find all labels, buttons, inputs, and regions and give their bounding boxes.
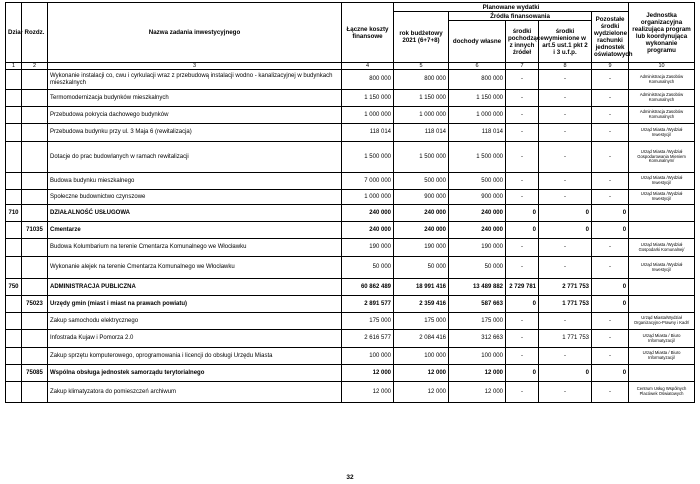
- column-number: 7: [506, 63, 539, 70]
- row-own-income-cell: 100 000: [449, 348, 506, 365]
- row-rozdz-cell: [22, 205, 48, 222]
- row-dzial-cell: [6, 90, 22, 107]
- row-other-sources-cell: -: [506, 313, 539, 330]
- table-row: [6, 348, 695, 365]
- row-other-funds-cell: 0: [592, 222, 629, 239]
- header-nazwa: Nazwa zadania inwestycyjnego: [48, 3, 342, 63]
- row-total-cost-cell: 50 000: [342, 257, 394, 279]
- row-rozdz-cell: [22, 239, 48, 257]
- row-own-income-cell: 1 150 000: [449, 90, 506, 107]
- row-dzial-cell: [6, 107, 22, 124]
- row-total-cost-cell: 7 000 000: [342, 173, 394, 190]
- row-dzial-cell: [6, 222, 22, 239]
- row-name-cell: Zakup sprzętu komputerowego, oprogramowania i licencji do obsługi Urzędu Miasta: [48, 348, 342, 365]
- row-dzial-cell: 750: [6, 279, 22, 296]
- row-total-cost-cell: 1 000 000: [342, 107, 394, 124]
- row-own-income-cell: 175 000: [449, 313, 506, 330]
- row-dzial-cell: [6, 348, 22, 365]
- row-own-income-cell: 240 000: [449, 205, 506, 222]
- row-budget-year-cell: 500 000: [394, 173, 449, 190]
- row-budget-year-cell: 1 000 000: [394, 107, 449, 124]
- row-rozdz-cell: [22, 90, 48, 107]
- row-total-cost-cell: 100 000: [342, 348, 394, 365]
- row-name-cell: Wykonanie instalacji co, cwu i cyrkulacji wraz z przebudową instalacji wodno - kanalizacyjnej w budynkach mieszkalnych: [48, 70, 342, 90]
- row-total-cost-cell: 60 862 489: [342, 279, 394, 296]
- row-total-cost-cell: 2 891 577: [342, 296, 394, 313]
- row-art5-funds-cell: -: [539, 239, 592, 257]
- row-other-funds-cell: 0: [592, 205, 629, 222]
- row-other-funds-cell: -: [592, 70, 629, 90]
- row-total-cost-cell: 1 150 000: [342, 90, 394, 107]
- row-other-funds-cell: -: [592, 142, 629, 173]
- header-dzial: Dział: [6, 3, 22, 63]
- row-dzial-cell: [6, 239, 22, 257]
- row-name-cell: Budowa budynku mieszkalnego: [48, 173, 342, 190]
- row-other-sources-cell: -: [506, 257, 539, 279]
- column-number: 10: [629, 63, 695, 70]
- row-unit-cell: [629, 365, 695, 382]
- row-other-sources-cell: -: [506, 90, 539, 107]
- table-row: [6, 365, 695, 382]
- row-own-income-cell: 1 000 000: [449, 107, 506, 124]
- row-other-sources-cell: -: [506, 330, 539, 348]
- row-other-sources-cell: -: [506, 173, 539, 190]
- row-rozdz-cell: [22, 279, 48, 296]
- row-total-cost-cell: 118 014: [342, 124, 394, 142]
- row-budget-year-cell: 1 500 000: [394, 142, 449, 173]
- row-unit-cell: Centrum Usług Wspólnych Placówek Oświatowych: [629, 382, 695, 403]
- row-budget-year-cell: 175 000: [394, 313, 449, 330]
- header-laczne-koszty: Łączne koszty finansowe: [342, 3, 394, 63]
- row-budget-year-cell: 18 991 416: [394, 279, 449, 296]
- row-other-funds-cell: -: [592, 107, 629, 124]
- row-total-cost-cell: 2 616 577: [342, 330, 394, 348]
- row-other-funds-cell: -: [592, 173, 629, 190]
- row-unit-cell: Urząd Miasta/Wydział Organizacyjno-Prawny i Kadr/: [629, 313, 695, 330]
- row-total-cost-cell: 240 000: [342, 222, 394, 239]
- row-own-income-cell: 50 000: [449, 257, 506, 279]
- row-unit-cell: Urząd Miasta /Wydział Inwestycji/: [629, 124, 695, 142]
- page-number: 32: [346, 474, 354, 481]
- row-name-cell: Termomodernizacja budynków mieszkalnych: [48, 90, 342, 107]
- row-art5-funds-cell: -: [539, 313, 592, 330]
- row-own-income-cell: 312 663: [449, 330, 506, 348]
- row-unit-cell: [629, 279, 695, 296]
- row-other-sources-cell: -: [506, 70, 539, 90]
- row-unit-cell: [629, 296, 695, 313]
- row-unit-cell: [629, 222, 695, 239]
- row-budget-year-cell: 50 000: [394, 257, 449, 279]
- row-other-sources-cell: -: [506, 190, 539, 205]
- row-own-income-cell: 12 000: [449, 382, 506, 403]
- row-unit-cell: Urząd Miasta /Wydział Gospodarowania Mieniem Komunalnym/: [629, 142, 695, 173]
- row-budget-year-cell: 800 000: [394, 70, 449, 90]
- row-other-sources-cell: -: [506, 124, 539, 142]
- table-row: [6, 279, 695, 296]
- column-number: 4: [342, 63, 394, 70]
- row-name-cell: ADMINISTRACJA PUBLICZNA: [48, 279, 342, 296]
- row-dzial-cell: [6, 142, 22, 173]
- row-dzial-cell: [6, 173, 22, 190]
- row-other-funds-cell: -: [592, 348, 629, 365]
- row-rozdz-cell: [22, 382, 48, 403]
- row-rozdz-cell: 75023: [22, 296, 48, 313]
- header-pozostale-srodki: Pozostałe środki wydzielone rachunki jednostek oświatowych: [592, 12, 629, 63]
- row-unit-cell: Urząd Miasta /Wydział Inwestycji/: [629, 190, 695, 205]
- row-other-funds-cell: -: [592, 239, 629, 257]
- row-rozdz-cell: [22, 124, 48, 142]
- row-unit-cell: Urząd Miasta / Biuro Informatyzacji/: [629, 330, 695, 348]
- row-total-cost-cell: 12 000: [342, 365, 394, 382]
- row-dzial-cell: [6, 313, 22, 330]
- row-rozdz-cell: [22, 142, 48, 173]
- header-rok-budzetowy: rok budżetowy 2021 (6+7+8): [394, 12, 449, 63]
- row-other-sources-cell: -: [506, 239, 539, 257]
- row-art5-funds-cell: 1 771 753: [539, 330, 592, 348]
- row-name-cell: Zakup samochodu elektrycznego: [48, 313, 342, 330]
- row-budget-year-cell: 2 084 416: [394, 330, 449, 348]
- row-own-income-cell: 12 000: [449, 365, 506, 382]
- table-row: [6, 107, 695, 124]
- row-unit-cell: Urząd Miasta / Biuro Informatyzacji/: [629, 348, 695, 365]
- row-rozdz-cell: [22, 313, 48, 330]
- column-number: 6: [449, 63, 506, 70]
- row-unit-cell: Administracja Zasobów Komunalnych: [629, 107, 695, 124]
- header-jednostka: Jednostka organizacyjna realizująca program lub koordynująca wykonanie programu: [629, 3, 695, 63]
- row-name-cell: Wspólna obsługa jednostek samorządu terytorialnego: [48, 365, 342, 382]
- row-other-funds-cell: 0: [592, 296, 629, 313]
- row-unit-cell: Administracja Zasobów Komunalnych: [629, 70, 695, 90]
- row-budget-year-cell: 900 000: [394, 190, 449, 205]
- table-row: [6, 70, 695, 90]
- table-row: [6, 239, 695, 257]
- row-budget-year-cell: 2 359 416: [394, 296, 449, 313]
- row-own-income-cell: 500 000: [449, 173, 506, 190]
- header-srodki-wymienione: środki wymienione w art.5 ust.1 pkt 2 i 3 u.f.p.: [539, 21, 592, 63]
- row-total-cost-cell: 190 000: [342, 239, 394, 257]
- table-row: [6, 222, 695, 239]
- row-total-cost-cell: 1 000 000: [342, 190, 394, 205]
- row-budget-year-cell: 12 000: [394, 382, 449, 403]
- row-budget-year-cell: 1 150 000: [394, 90, 449, 107]
- row-own-income-cell: 118 014: [449, 124, 506, 142]
- row-dzial-cell: [6, 296, 22, 313]
- row-other-funds-cell: 0: [592, 279, 629, 296]
- row-own-income-cell: 13 489 882: [449, 279, 506, 296]
- table-row: [6, 173, 695, 190]
- row-unit-cell: Urząd Miasta /Wydział Inwestycji/: [629, 173, 695, 190]
- row-dzial-cell: [6, 124, 22, 142]
- row-other-sources-cell: 0: [506, 222, 539, 239]
- table-row: [6, 90, 695, 107]
- row-total-cost-cell: 12 000: [342, 382, 394, 403]
- row-art5-funds-cell: -: [539, 382, 592, 403]
- row-total-cost-cell: 1 500 000: [342, 142, 394, 173]
- investment-table: [5, 2, 695, 403]
- table-row: [6, 142, 695, 173]
- row-art5-funds-cell: 0: [539, 205, 592, 222]
- row-rozdz-cell: 75085: [22, 365, 48, 382]
- row-name-cell: Wykonanie alejek na terenie Cmentarza Komunalnego we Włocławku: [48, 257, 342, 279]
- row-other-funds-cell: -: [592, 124, 629, 142]
- row-name-cell: DZIAŁALNOŚĆ USŁUGOWA: [48, 205, 342, 222]
- row-rozdz-cell: [22, 107, 48, 124]
- table-row: [6, 190, 695, 205]
- row-other-sources-cell: -: [506, 142, 539, 173]
- row-other-funds-cell: -: [592, 90, 629, 107]
- row-other-sources-cell: -: [506, 382, 539, 403]
- row-art5-funds-cell: -: [539, 107, 592, 124]
- row-total-cost-cell: 240 000: [342, 205, 394, 222]
- row-art5-funds-cell: -: [539, 124, 592, 142]
- row-dzial-cell: [6, 382, 22, 403]
- row-own-income-cell: 900 000: [449, 190, 506, 205]
- row-art5-funds-cell: -: [539, 70, 592, 90]
- row-budget-year-cell: 100 000: [394, 348, 449, 365]
- row-art5-funds-cell: -: [539, 348, 592, 365]
- column-number: 2: [22, 63, 48, 70]
- row-other-funds-cell: -: [592, 190, 629, 205]
- row-rozdz-cell: [22, 70, 48, 90]
- row-art5-funds-cell: -: [539, 173, 592, 190]
- row-other-funds-cell: 0: [592, 365, 629, 382]
- row-other-sources-cell: 0: [506, 296, 539, 313]
- row-other-funds-cell: -: [592, 257, 629, 279]
- row-art5-funds-cell: -: [539, 257, 592, 279]
- table-row: [6, 382, 695, 403]
- row-name-cell: Cmentarze: [48, 222, 342, 239]
- table-row: [6, 296, 695, 313]
- row-other-sources-cell: -: [506, 107, 539, 124]
- row-own-income-cell: 190 000: [449, 239, 506, 257]
- row-own-income-cell: 240 000: [449, 222, 506, 239]
- row-name-cell: Przebudowa budynku przy ul. 3 Maja 6 (rewitalizacja): [48, 124, 342, 142]
- column-number: 9: [592, 63, 629, 70]
- table-row: [6, 205, 695, 222]
- header-zrodla-finansowania: Źródła finansowania: [449, 12, 592, 21]
- row-name-cell: Dotacje do prac budowlanych w ramach rewitalizacji: [48, 142, 342, 173]
- table-row: [6, 124, 695, 142]
- row-name-cell: Budowa Kolumbarium na terenie Cmentarza Komunalnego we Włocławku: [48, 239, 342, 257]
- row-other-sources-cell: 0: [506, 205, 539, 222]
- table-row: [6, 313, 695, 330]
- row-name-cell: Społeczne budownictwo czynszowe: [48, 190, 342, 205]
- row-art5-funds-cell: 0: [539, 365, 592, 382]
- row-rozdz-cell: 71035: [22, 222, 48, 239]
- row-dzial-cell: [6, 190, 22, 205]
- header-rozdz: Rozdz.: [22, 3, 48, 63]
- row-name-cell: Infostrada Kujaw i Pomorza 2.0: [48, 330, 342, 348]
- table-row: [6, 257, 695, 279]
- row-own-income-cell: 587 663: [449, 296, 506, 313]
- row-budget-year-cell: 240 000: [394, 222, 449, 239]
- row-other-funds-cell: -: [592, 313, 629, 330]
- row-total-cost-cell: 175 000: [342, 313, 394, 330]
- row-rozdz-cell: [22, 190, 48, 205]
- row-art5-funds-cell: -: [539, 90, 592, 107]
- column-number: 8: [539, 63, 592, 70]
- row-dzial-cell: [6, 365, 22, 382]
- column-number: 1: [6, 63, 22, 70]
- row-dzial-cell: [6, 257, 22, 279]
- row-other-funds-cell: -: [592, 382, 629, 403]
- row-unit-cell: Urząd Miasta /Wydział Inwestycji/: [629, 257, 695, 279]
- row-art5-funds-cell: 1 771 753: [539, 296, 592, 313]
- row-other-funds-cell: -: [592, 330, 629, 348]
- row-art5-funds-cell: 0: [539, 222, 592, 239]
- row-other-sources-cell: -: [506, 348, 539, 365]
- row-budget-year-cell: 12 000: [394, 365, 449, 382]
- row-dzial-cell: [6, 330, 22, 348]
- header-srodki-pochodzace: środki pochodzące z innych źródeł: [506, 21, 539, 63]
- row-budget-year-cell: 240 000: [394, 205, 449, 222]
- column-number-row: [6, 63, 695, 70]
- column-number: 3: [48, 63, 342, 70]
- row-dzial-cell: [6, 70, 22, 90]
- header-planowane-wydatki: Planowane wydatki: [394, 3, 629, 12]
- row-art5-funds-cell: -: [539, 142, 592, 173]
- row-rozdz-cell: [22, 257, 48, 279]
- row-name-cell: Urzędy gmin (miast i miast na prawach powiatu): [48, 296, 342, 313]
- row-unit-cell: [629, 205, 695, 222]
- row-name-cell: Zakup klimatyzatora do pomieszczeń archiwum: [48, 382, 342, 403]
- row-own-income-cell: 800 000: [449, 70, 506, 90]
- row-name-cell: Przebudowa pokrycia dachowego budynków: [48, 107, 342, 124]
- row-art5-funds-cell: 2 771 753: [539, 279, 592, 296]
- row-dzial-cell: 710: [6, 205, 22, 222]
- row-total-cost-cell: 800 000: [342, 70, 394, 90]
- row-rozdz-cell: [22, 330, 48, 348]
- row-rozdz-cell: [22, 348, 48, 365]
- column-number: 5: [394, 63, 449, 70]
- row-budget-year-cell: 118 014: [394, 124, 449, 142]
- row-own-income-cell: 1 500 000: [449, 142, 506, 173]
- row-unit-cell: Urząd Miasta /Wydział Gospodarki Komunalnej/: [629, 239, 695, 257]
- table-body: [6, 70, 695, 403]
- row-unit-cell: Administracja Zasobów Komunalnych: [629, 90, 695, 107]
- row-budget-year-cell: 190 000: [394, 239, 449, 257]
- header-dochody-wlasne: dochody własne: [449, 21, 506, 63]
- row-rozdz-cell: [22, 173, 48, 190]
- table-row: [6, 330, 695, 348]
- row-other-sources-cell: 2 729 781: [506, 279, 539, 296]
- row-other-sources-cell: 0: [506, 365, 539, 382]
- row-art5-funds-cell: -: [539, 190, 592, 205]
